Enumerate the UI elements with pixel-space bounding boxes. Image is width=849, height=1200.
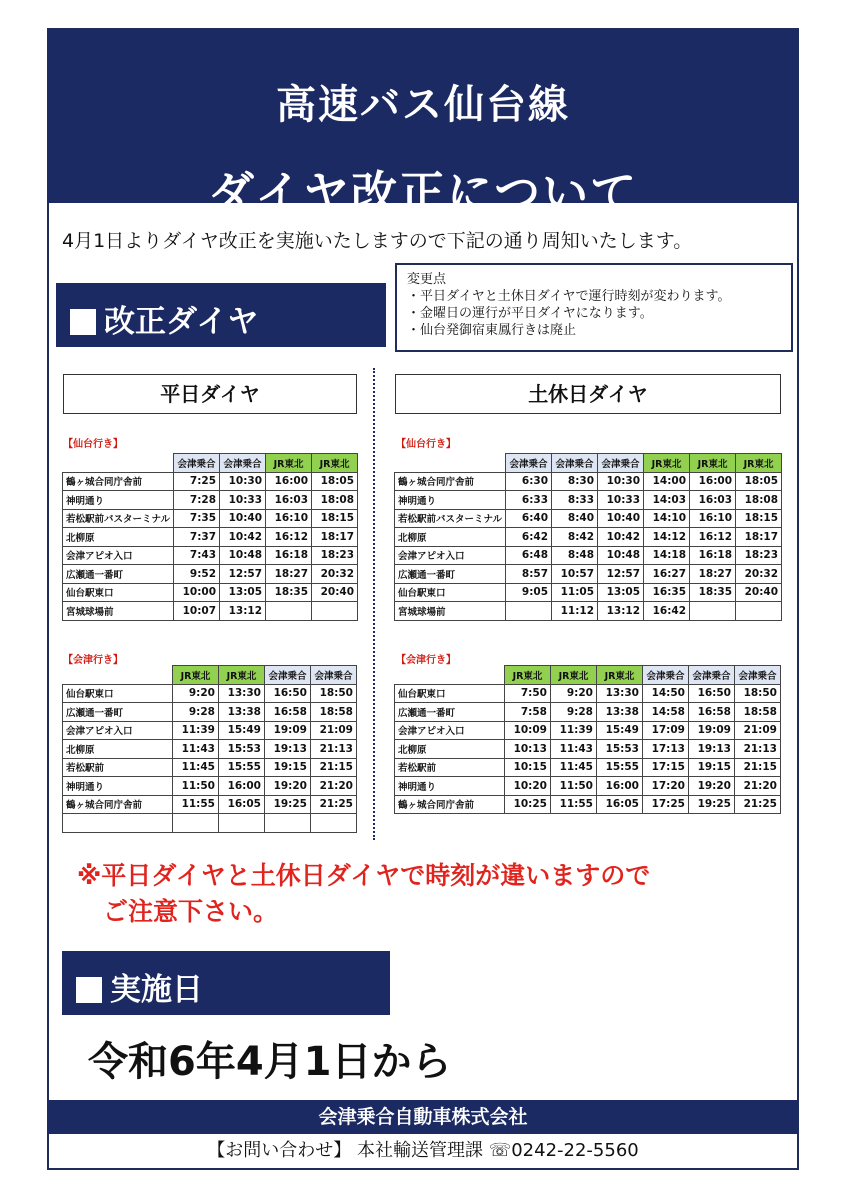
departure-time: 17:20 [643, 777, 689, 796]
weekday-to-sendai-table [62, 453, 358, 621]
departure-time: 19:13 [265, 740, 311, 759]
departure-time: 11:45 [551, 758, 597, 777]
departure-time: 16:12 [690, 528, 736, 547]
table-row [395, 472, 782, 491]
departure-time: 18:17 [312, 528, 358, 547]
table-row [395, 721, 781, 740]
departure-time: 18:58 [311, 703, 357, 722]
departure-time: 9:28 [551, 703, 597, 722]
departure-time: 19:09 [689, 721, 735, 740]
stop-name: 会津アピオ入口 [63, 721, 173, 740]
operator-header: JR東北 [173, 666, 219, 685]
table-row [63, 602, 358, 621]
table-row [395, 546, 782, 565]
departure-time: 10:57 [552, 565, 598, 584]
square-bullet-icon [70, 309, 96, 335]
departure-time: 17:13 [643, 740, 689, 759]
departure-time: 10:07 [174, 602, 220, 621]
departure-time: 8:42 [552, 528, 598, 547]
holiday-to-sendai-label: 【仙台行き】 [396, 439, 456, 450]
title-line-1: 高速バス仙台線 [276, 82, 570, 128]
departure-time: 7:43 [174, 546, 220, 565]
table-row [63, 777, 357, 796]
departure-time: 16:58 [265, 703, 311, 722]
departure-time [265, 814, 311, 833]
stop-name: 仙台駅東口 [395, 583, 506, 602]
departure-time: 7:35 [174, 509, 220, 528]
operator-header: JR東北 [266, 454, 312, 473]
column-divider [373, 368, 375, 840]
title-banner [48, 29, 798, 220]
departure-time: 10:40 [220, 509, 266, 528]
departure-time: 16:58 [689, 703, 735, 722]
departure-time: 11:55 [551, 795, 597, 814]
stop-name: 神明通り [395, 777, 505, 796]
departure-time: 16:00 [597, 777, 643, 796]
departure-time: 13:30 [597, 684, 643, 703]
operator-header: JR東北 [736, 454, 782, 473]
holiday-to-sendai-table [394, 453, 782, 621]
table-row [63, 684, 357, 703]
table-row [395, 509, 782, 528]
departure-time [690, 602, 736, 621]
departure-time: 6:30 [506, 472, 552, 491]
departure-time: 13:12 [598, 602, 644, 621]
stop-name: 北柳原 [63, 528, 174, 547]
stop-name: 若松駅前 [395, 758, 505, 777]
operator-header: 会津乗合 [552, 454, 598, 473]
operator-header: 会津乗合 [598, 454, 644, 473]
departure-time: 8:57 [506, 565, 552, 584]
section-heading-label: 改正ダイヤ [104, 304, 259, 340]
stop-name: 鶴ヶ城合同庁舎前 [63, 795, 173, 814]
departure-time: 8:33 [552, 491, 598, 510]
departure-time: 10:42 [220, 528, 266, 547]
departure-time: 21:09 [735, 721, 781, 740]
departure-time: 12:57 [598, 565, 644, 584]
departure-time: 18:15 [312, 509, 358, 528]
departure-time: 10:42 [598, 528, 644, 547]
operator-header: JR東北 [690, 454, 736, 473]
departure-time: 16:50 [689, 684, 735, 703]
stop-name: 神明通り [63, 491, 174, 510]
stop-name: 北柳原 [395, 528, 506, 547]
stop-name: 広瀬通一番町 [395, 703, 505, 722]
departure-time: 16:03 [266, 491, 312, 510]
departure-time: 7:37 [174, 528, 220, 547]
table-row [63, 509, 358, 528]
departure-time: 11:50 [551, 777, 597, 796]
departure-time: 10:30 [220, 472, 266, 491]
table-row [63, 740, 357, 759]
stop-name: 広瀬通一番町 [395, 565, 506, 584]
company-banner: 会津乗合自動車株式会社 [48, 1100, 798, 1134]
holiday-to-aizu-table [394, 665, 781, 814]
departure-time: 13:38 [597, 703, 643, 722]
table-row [395, 777, 781, 796]
section-heading-label: 実施日 [110, 972, 203, 1008]
stop-name: 北柳原 [395, 740, 505, 759]
departure-time: 19:09 [265, 721, 311, 740]
changes-box [395, 263, 793, 352]
table-row [395, 565, 782, 584]
departure-time: 16:18 [266, 546, 312, 565]
departure-time: 6:33 [506, 491, 552, 510]
stop-name: 仙台駅東口 [63, 583, 174, 602]
table-row [63, 795, 357, 814]
table-header-row [63, 454, 358, 473]
departure-time: 9:05 [506, 583, 552, 602]
departure-time: 19:15 [689, 758, 735, 777]
header-blank-cell [395, 666, 505, 685]
departure-time: 18:35 [690, 583, 736, 602]
departure-time: 16:35 [644, 583, 690, 602]
table-row [63, 814, 357, 833]
operator-header: JR東北 [551, 666, 597, 685]
effective-date: 令和6年4月1日から [88, 1039, 452, 1085]
contact-line: 【お問い合わせ】 本社輸送管理課 ☏0242-22-5560 [207, 1140, 639, 1161]
departure-time: 16:10 [690, 509, 736, 528]
departure-time: 16:50 [265, 684, 311, 703]
table-row [395, 703, 781, 722]
departure-time: 10:33 [220, 491, 266, 510]
table-row [395, 602, 782, 621]
weekday-to-aizu-table [62, 665, 357, 833]
departure-time: 21:13 [311, 740, 357, 759]
stop-name: 若松駅前バスターミナル [63, 509, 174, 528]
departure-time: 21:20 [735, 777, 781, 796]
operator-header: 会津乗合 [220, 454, 266, 473]
departure-time: 16:42 [644, 602, 690, 621]
operator-header: JR東北 [312, 454, 358, 473]
departure-time: 15:55 [219, 758, 265, 777]
changes-item: ・金曜日の運行が平日ダイヤになります。 [407, 306, 653, 321]
departure-time: 18:15 [736, 509, 782, 528]
stop-name: 会津アピオ入口 [395, 721, 505, 740]
holiday-to-aizu-label: 【会津行き】 [396, 655, 456, 666]
departure-time: 14:18 [644, 546, 690, 565]
departure-time: 13:38 [219, 703, 265, 722]
changes-item: ・仙台発御宿東鳳行きは廃止 [407, 323, 577, 338]
departure-time: 18:23 [736, 546, 782, 565]
departure-time: 10:15 [505, 758, 551, 777]
departure-time: 8:30 [552, 472, 598, 491]
departure-time: 11:43 [173, 740, 219, 759]
departure-time: 7:28 [174, 491, 220, 510]
departure-time: 8:48 [552, 546, 598, 565]
departure-time: 7:50 [505, 684, 551, 703]
table-row [395, 528, 782, 547]
operator-header: 会津乗合 [174, 454, 220, 473]
stop-name: 鶴ヶ城合同庁舎前 [63, 472, 174, 491]
departure-time: 16:27 [644, 565, 690, 584]
departure-time: 11:55 [173, 795, 219, 814]
departure-time: 9:20 [173, 684, 219, 703]
departure-time: 21:09 [311, 721, 357, 740]
operator-header: JR東北 [505, 666, 551, 685]
departure-time: 14:10 [644, 509, 690, 528]
departure-time: 10:09 [505, 721, 551, 740]
departure-time: 18:05 [312, 472, 358, 491]
departure-time: 17:15 [643, 758, 689, 777]
departure-time: 21:25 [735, 795, 781, 814]
departure-time: 16:03 [690, 491, 736, 510]
departure-time: 19:25 [689, 795, 735, 814]
stop-name: 神明通り [395, 491, 506, 510]
departure-time: 10:13 [505, 740, 551, 759]
departure-time: 17:25 [643, 795, 689, 814]
departure-time: 11:43 [551, 740, 597, 759]
table-row [63, 703, 357, 722]
departure-time: 15:53 [597, 740, 643, 759]
departure-time: 10:25 [505, 795, 551, 814]
departure-time: 18:17 [736, 528, 782, 547]
departure-time: 19:13 [689, 740, 735, 759]
departure-time: 15:49 [597, 721, 643, 740]
departure-time: 16:10 [266, 509, 312, 528]
table-row [63, 528, 358, 547]
table-row [63, 721, 357, 740]
departure-time [736, 602, 782, 621]
departure-time: 11:39 [551, 721, 597, 740]
departure-time: 9:52 [174, 565, 220, 584]
departure-time: 18:27 [266, 565, 312, 584]
departure-time: 16:00 [219, 777, 265, 796]
departure-time: 20:40 [736, 583, 782, 602]
stop-name [63, 814, 173, 833]
stop-name: 広瀬通一番町 [63, 703, 173, 722]
weekday-to-aizu-label: 【会津行き】 [63, 655, 123, 666]
table-header-row [395, 666, 781, 685]
holiday-title: 土休日ダイヤ [395, 374, 781, 414]
table-row [395, 795, 781, 814]
operator-header: JR東北 [644, 454, 690, 473]
departure-time [266, 602, 312, 621]
departure-time: 13:30 [219, 684, 265, 703]
departure-time: 11:45 [173, 758, 219, 777]
departure-time: 10:30 [598, 472, 644, 491]
stop-name: 北柳原 [63, 740, 173, 759]
stop-name: 鶴ヶ城合同庁舎前 [395, 795, 505, 814]
stop-name: 仙台駅東口 [63, 684, 173, 703]
departure-time: 19:15 [265, 758, 311, 777]
departure-time: 18:08 [312, 491, 358, 510]
departure-time: 13:12 [220, 602, 266, 621]
stop-name: 会津アピオ入口 [395, 546, 506, 565]
table-row [395, 740, 781, 759]
departure-time: 18:35 [266, 583, 312, 602]
departure-time: 19:20 [265, 777, 311, 796]
changes-title: 変更点 [407, 272, 447, 287]
departure-time: 15:55 [597, 758, 643, 777]
departure-time: 18:58 [735, 703, 781, 722]
header-blank-cell [63, 454, 174, 473]
stop-name: 神明通り [63, 777, 173, 796]
operator-header: 会津乗合 [311, 666, 357, 685]
departure-time: 19:20 [689, 777, 735, 796]
stop-name: 広瀬通一番町 [63, 565, 174, 584]
departure-time: 21:15 [311, 758, 357, 777]
notice-line-1: ※平日ダイヤと土休日ダイヤで時刻が違いますので [77, 861, 651, 890]
departure-time: 18:05 [736, 472, 782, 491]
departure-time: 6:40 [506, 509, 552, 528]
operator-header: 会津乗合 [643, 666, 689, 685]
departure-time: 18:23 [312, 546, 358, 565]
departure-time: 16:05 [219, 795, 265, 814]
table-row [63, 758, 357, 777]
stop-name: 仙台駅東口 [395, 684, 505, 703]
table-header-row [63, 666, 357, 685]
table-row [63, 583, 358, 602]
changes-item: ・平日ダイヤと土休日ダイヤで運行時刻が変わります。 [407, 289, 731, 304]
departure-time: 18:08 [736, 491, 782, 510]
table-header-row [395, 454, 782, 473]
departure-time: 19:25 [265, 795, 311, 814]
table-row [63, 565, 358, 584]
departure-time: 10:48 [220, 546, 266, 565]
operator-header: 会津乗合 [735, 666, 781, 685]
departure-time: 12:57 [220, 565, 266, 584]
departure-time: 11:50 [173, 777, 219, 796]
departure-time: 10:20 [505, 777, 551, 796]
departure-time [311, 814, 357, 833]
departure-time: 17:09 [643, 721, 689, 740]
departure-time: 11:05 [552, 583, 598, 602]
departure-time: 14:58 [643, 703, 689, 722]
departure-time: 20:32 [736, 565, 782, 584]
departure-time: 20:32 [312, 565, 358, 584]
departure-time: 8:40 [552, 509, 598, 528]
departure-time: 21:20 [311, 777, 357, 796]
table-row [63, 472, 358, 491]
intro-text: 4月1日よりダイヤ改正を実施いたしますので下記の通り周知いたします。 [62, 230, 693, 252]
departure-time: 14:00 [644, 472, 690, 491]
departure-time: 13:05 [220, 583, 266, 602]
departure-time: 18:27 [690, 565, 736, 584]
departure-time [173, 814, 219, 833]
departure-time: 11:39 [173, 721, 219, 740]
departure-time: 13:05 [598, 583, 644, 602]
departure-time: 10:40 [598, 509, 644, 528]
operator-header: JR東北 [219, 666, 265, 685]
departure-time: 7:25 [174, 472, 220, 491]
departure-time: 21:15 [735, 758, 781, 777]
table-row [395, 583, 782, 602]
header-blank-cell [63, 666, 173, 685]
notice-text [77, 858, 650, 930]
departure-time: 18:50 [735, 684, 781, 703]
header-blank-cell [395, 454, 506, 473]
square-bullet-icon [76, 977, 102, 1003]
departure-time: 14:12 [644, 528, 690, 547]
notice-line-2: ご注意下さい。 [103, 897, 279, 926]
operator-header: 会津乗合 [265, 666, 311, 685]
departure-time: 15:49 [219, 721, 265, 740]
departure-time: 6:48 [506, 546, 552, 565]
departure-time: 16:05 [597, 795, 643, 814]
operator-header: 会津乗合 [689, 666, 735, 685]
departure-time: 16:00 [690, 472, 736, 491]
operator-header: 会津乗合 [506, 454, 552, 473]
weekday-to-sendai-label: 【仙台行き】 [63, 439, 123, 450]
departure-time: 6:42 [506, 528, 552, 547]
departure-time: 9:28 [173, 703, 219, 722]
stop-name: 鶴ヶ城合同庁舎前 [395, 472, 506, 491]
departure-time: 10:48 [598, 546, 644, 565]
table-row [63, 491, 358, 510]
departure-time: 7:58 [505, 703, 551, 722]
table-row [395, 684, 781, 703]
departure-time: 15:53 [219, 740, 265, 759]
stop-name: 若松駅前バスターミナル [395, 509, 506, 528]
departure-time: 20:40 [312, 583, 358, 602]
table-row [63, 546, 358, 565]
departure-time: 10:33 [598, 491, 644, 510]
stop-name: 会津アピオ入口 [63, 546, 174, 565]
departure-time: 16:00 [266, 472, 312, 491]
departure-time [312, 602, 358, 621]
title-line-2: ダイヤ改正について [207, 166, 639, 220]
departure-time: 21:13 [735, 740, 781, 759]
operator-header: JR東北 [597, 666, 643, 685]
departure-time: 21:25 [311, 795, 357, 814]
table-row [395, 491, 782, 510]
weekday-title: 平日ダイヤ [63, 374, 357, 414]
departure-time: 10:00 [174, 583, 220, 602]
stop-name: 若松駅前 [63, 758, 173, 777]
stop-name: 宮城球場前 [63, 602, 174, 621]
departure-time [506, 602, 552, 621]
section-heading-revised [56, 283, 386, 347]
departure-time: 16:18 [690, 546, 736, 565]
table-row [395, 758, 781, 777]
departure-time: 16:12 [266, 528, 312, 547]
departure-time: 14:50 [643, 684, 689, 703]
section-heading-date [62, 951, 390, 1015]
departure-time: 18:50 [311, 684, 357, 703]
departure-time: 9:20 [551, 684, 597, 703]
stop-name: 宮城球場前 [395, 602, 506, 621]
departure-time: 11:12 [552, 602, 598, 621]
departure-time [219, 814, 265, 833]
departure-time: 14:03 [644, 491, 690, 510]
